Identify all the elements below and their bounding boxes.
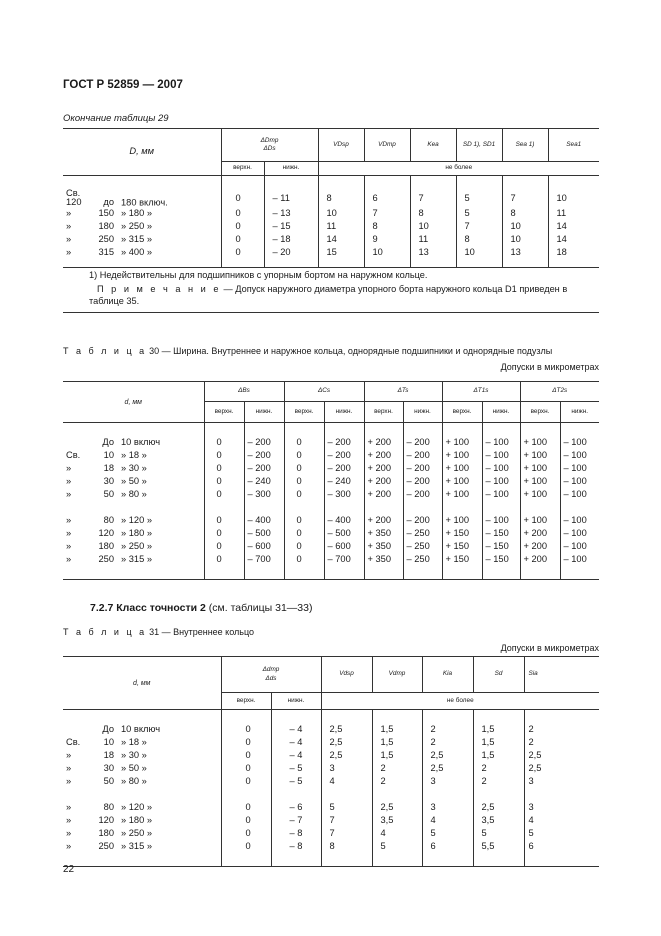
table-cell: 0 <box>221 736 271 749</box>
table-cell: 3 <box>528 801 534 812</box>
table-cell: + 200 <box>364 436 403 449</box>
table-cell: – 150 <box>482 553 520 566</box>
table-31-units: Допуски в микрометрах <box>500 643 599 653</box>
table-cell: 14 <box>556 221 567 232</box>
table-cell: – 100 <box>482 514 520 527</box>
table-cell: 4 <box>528 814 534 825</box>
col-header-not-more: не более <box>321 693 599 710</box>
table-cell: 0 <box>221 234 264 247</box>
table-cell: 15 <box>318 247 364 260</box>
table-cell: + 350 <box>364 553 403 566</box>
table-cell: 2 <box>528 736 534 747</box>
table-cell: – 8 <box>271 827 321 840</box>
table-cell: 0 <box>284 488 324 501</box>
table-row <box>63 540 599 553</box>
row-size-range: » 30 » 50 » <box>63 762 221 775</box>
table-cell: – 8 <box>271 840 321 853</box>
table-cell: – 4 <box>271 723 321 736</box>
table-cell: 0 <box>204 527 244 540</box>
table-cell: 10 <box>556 192 567 203</box>
table-row <box>63 488 599 501</box>
table-cell: 5 <box>422 827 473 840</box>
table-row <box>63 247 599 260</box>
col-header-d: D, мм <box>63 129 221 176</box>
table-cell: 14 <box>318 234 364 247</box>
table-cell: – 100 <box>563 540 587 551</box>
col-header-upper: верхн. <box>520 402 560 423</box>
table-cell: 2,5 <box>528 749 542 760</box>
table-cell: + 100 <box>520 475 560 488</box>
row-size-range: » 30 » 50 » <box>63 475 204 488</box>
table-cell: + 150 <box>442 527 482 540</box>
footnote: 1) Недействительны для подшипников с упорным бортом на наружном кольце. <box>63 268 599 284</box>
table-cell: 9 <box>364 234 410 247</box>
table-row <box>63 527 599 540</box>
table-cell: 6 <box>364 189 410 208</box>
row-size-range: » 180 » 250 » <box>63 540 204 553</box>
table-row <box>63 801 599 814</box>
row-size-range: » 250 » 315 » <box>63 553 204 566</box>
table-cell: 11 <box>410 234 456 247</box>
table-row <box>63 762 599 775</box>
table-cell: – 4 <box>271 736 321 749</box>
table-cell: 7 <box>321 814 372 827</box>
table-cell: 2,5 <box>372 801 422 814</box>
row-size-range: » 120 » 180 » <box>63 814 221 827</box>
table-cell: 10 <box>364 247 410 260</box>
table-cell: – 100 <box>563 488 587 499</box>
table-cell: – 250 <box>403 553 442 566</box>
table-cell: 4 <box>321 775 372 788</box>
table-cell: + 200 <box>520 527 560 540</box>
table-cell: 5 <box>473 827 524 840</box>
table-cell: + 100 <box>442 514 482 527</box>
table-cell: 0 <box>284 527 324 540</box>
table-cell: – 150 <box>482 527 520 540</box>
table-cell: 0 <box>221 723 271 736</box>
row-size-range: » 250 » 315 » <box>63 840 221 853</box>
col-header-upper: верхн. <box>221 693 271 710</box>
table-cell: + 100 <box>520 436 560 449</box>
row-size-range: » 18 » 30 » <box>63 462 204 475</box>
table-cell: – 100 <box>482 462 520 475</box>
table-cell: 0 <box>221 840 271 853</box>
table-cell: 10 <box>502 234 548 247</box>
table-cell: + 350 <box>364 527 403 540</box>
table-cell: – 6 <box>271 801 321 814</box>
table-30 <box>63 381 599 580</box>
table-row <box>63 514 599 527</box>
table-row <box>63 553 599 566</box>
table-cell: + 200 <box>364 449 403 462</box>
standard-header: ГОСТ Р 52859 — 2007 <box>63 79 183 91</box>
table-cell: + 100 <box>520 488 560 501</box>
table-cell: 2,5 <box>528 762 542 773</box>
col-header-lower: нижн. <box>403 402 442 423</box>
table-cell: – 700 <box>324 553 364 566</box>
table-cell: 1,5 <box>372 749 422 762</box>
table-cell: – 100 <box>563 514 587 525</box>
table-cell: – 100 <box>563 553 587 564</box>
table-cell: 3 <box>528 775 534 786</box>
col-header-sea: Sea 1) <box>502 129 548 162</box>
row-size-range: » 80 » 120 » <box>63 514 204 527</box>
table-cell: – 200 <box>244 436 284 449</box>
table-cell: 7 <box>410 189 456 208</box>
table-cell: – 200 <box>403 488 442 501</box>
table-cell: 0 <box>284 475 324 488</box>
col-header-vdsp: VDsp <box>318 129 364 162</box>
col-header-upper: верхн. <box>442 402 482 423</box>
table-cell: – 11 <box>264 189 318 208</box>
col-header-lower: нижн. <box>482 402 520 423</box>
col-header-vdsp: Vdsp <box>321 657 372 693</box>
row-size-range: » 150 » 180 » <box>63 208 221 221</box>
table-cell: – 100 <box>563 436 587 447</box>
row-size-range: Св. 10 » 18 » <box>63 449 204 462</box>
table-cell: + 100 <box>520 449 560 462</box>
table-cell: – 400 <box>324 514 364 527</box>
table-cell: – 500 <box>244 527 284 540</box>
col-header-kea: Kea <box>410 129 456 162</box>
table-cell: 8 <box>318 189 364 208</box>
table-29 <box>63 128 599 313</box>
table-cell: 2,5 <box>422 749 473 762</box>
table-cell: 0 <box>221 208 264 221</box>
col-header-sia: Sia <box>524 657 599 693</box>
table-cell: + 100 <box>520 514 560 527</box>
col-header-t1s: ΔT1s <box>442 382 520 402</box>
table-cell: – 100 <box>482 488 520 501</box>
table-row <box>63 234 599 247</box>
table-cell: 0 <box>204 540 244 553</box>
table-cell: – 200 <box>403 475 442 488</box>
col-header-upper: верхн. <box>364 402 403 423</box>
table-cell: 0 <box>204 514 244 527</box>
table-cell: – 200 <box>324 462 364 475</box>
table-cell: + 100 <box>442 449 482 462</box>
table-cell: – 13 <box>264 208 318 221</box>
table-cell: 8 <box>410 208 456 221</box>
table-cell: 1,5 <box>372 736 422 749</box>
table-cell: 0 <box>221 762 271 775</box>
table-cell: – 100 <box>563 449 587 460</box>
table-cell: – 5 <box>271 775 321 788</box>
table-cell: 0 <box>204 553 244 566</box>
table-cell: 8 <box>502 208 548 221</box>
col-header-upper: верхн. <box>204 402 244 423</box>
table-cell: 10 <box>456 247 502 260</box>
table-cell: 0 <box>204 488 244 501</box>
table-cell: 18 <box>556 247 567 258</box>
table-cell: + 200 <box>364 462 403 475</box>
table-cell: – 600 <box>324 540 364 553</box>
table-cell: 3 <box>422 801 473 814</box>
table-cell: – 200 <box>244 462 284 475</box>
note: П р и м е ч а н и е — Допуск наружного диаметра упорного борта наружного кольца D1 приведен в <box>97 284 568 295</box>
table-cell: 13 <box>502 247 548 260</box>
table-cell: 7 <box>502 189 548 208</box>
table-cell: 2 <box>372 775 422 788</box>
table-cell: 2 <box>422 736 473 749</box>
table-cell: 0 <box>284 514 324 527</box>
table-cell: – 250 <box>403 527 442 540</box>
table-cell: – 200 <box>244 449 284 462</box>
table-cell: – 18 <box>264 234 318 247</box>
table-cell: 2,5 <box>321 736 372 749</box>
table-cell: – 200 <box>324 436 364 449</box>
col-header-sea1: Sea1 <box>548 129 599 162</box>
table-row <box>63 436 599 449</box>
col-header-vdmp: VDmp <box>364 129 410 162</box>
col-header-vdmp: Vdmp <box>372 657 422 693</box>
table-cell: 6 <box>528 840 534 851</box>
table-cell: – 300 <box>324 488 364 501</box>
table-cell: 0 <box>221 189 264 208</box>
table-cell: 5 <box>456 208 502 221</box>
table-cell: 5 <box>321 801 372 814</box>
table-cell: 8 <box>364 221 410 234</box>
col-header-lower: нижн. <box>560 402 599 423</box>
table-cell: 2 <box>422 723 473 736</box>
table-cell: – 100 <box>563 475 587 486</box>
table-cell: – 200 <box>403 514 442 527</box>
table-cell: – 100 <box>563 527 587 538</box>
table-row <box>63 814 599 827</box>
table-cell: – 200 <box>403 436 442 449</box>
table-cell: 0 <box>221 749 271 762</box>
table-cell: + 100 <box>520 462 560 475</box>
table-cell: 2 <box>372 762 422 775</box>
row-size-range: » 50 » 80 » <box>63 488 204 501</box>
table-row <box>63 736 599 749</box>
table-cell: – 250 <box>403 540 442 553</box>
table-cell: 4 <box>422 814 473 827</box>
table-cell: 0 <box>221 221 264 234</box>
table-cell: – 4 <box>271 749 321 762</box>
table-row <box>63 840 599 853</box>
table-cell: 0 <box>284 436 324 449</box>
table-cell: + 150 <box>442 540 482 553</box>
table-cell: 0 <box>221 814 271 827</box>
table-cell: 0 <box>284 553 324 566</box>
table-cell: + 150 <box>442 553 482 566</box>
table-cell: 2,5 <box>321 749 372 762</box>
table-cell: 4 <box>372 827 422 840</box>
table-cell: 5,5 <box>473 840 524 853</box>
table-cell: 2 <box>473 775 524 788</box>
col-header-sd: Sd <box>473 657 524 693</box>
table-cell: + 100 <box>442 462 482 475</box>
row-size-range: Св. 120 до 180 включ. <box>63 189 221 208</box>
col-header-d: d, мм <box>63 657 221 710</box>
col-header-ts: ΔTs <box>364 382 442 402</box>
row-size-range: Св. 10 » 18 » <box>63 736 221 749</box>
table-row <box>63 462 599 475</box>
table-cell: – 240 <box>244 475 284 488</box>
table-cell: + 100 <box>442 436 482 449</box>
row-size-range: » 50 » 80 » <box>63 775 221 788</box>
table-cell: 6 <box>422 840 473 853</box>
table-cell: + 200 <box>520 553 560 566</box>
table-cell: 8 <box>321 840 372 853</box>
table-row <box>63 208 599 221</box>
table-cell: – 300 <box>244 488 284 501</box>
table-cell: 3 <box>422 775 473 788</box>
table-cell: 0 <box>204 462 244 475</box>
table-cell: – 200 <box>403 462 442 475</box>
col-header-delta: ΔDmp ΔDs <box>221 129 318 162</box>
col-header-delta: Δdmp Δds <box>221 657 321 693</box>
table-cell: – 20 <box>264 247 318 260</box>
row-size-range: » 80 » 120 » <box>63 801 221 814</box>
table-cell: 10 <box>410 221 456 234</box>
table-row <box>63 749 599 762</box>
table-cell: 14 <box>556 234 567 245</box>
table-cell: + 200 <box>364 475 403 488</box>
table-cell: 0 <box>284 462 324 475</box>
table-cell: – 200 <box>403 449 442 462</box>
table-cell: 7 <box>364 208 410 221</box>
col-header-kia: Kia <box>422 657 473 693</box>
row-size-range: » 250 » 315 » <box>63 234 221 247</box>
table-cell: + 100 <box>442 475 482 488</box>
table-cell: 3,5 <box>372 814 422 827</box>
table-cell: 0 <box>221 247 264 260</box>
table-cell: – 100 <box>482 475 520 488</box>
table-31 <box>63 656 599 867</box>
table-row <box>63 723 599 736</box>
table-cell: – 400 <box>244 514 284 527</box>
table-cell: 0 <box>284 540 324 553</box>
table-cell: 1,5 <box>473 736 524 749</box>
table-cell: 5 <box>528 827 534 838</box>
table-cell: 7 <box>456 221 502 234</box>
table-row <box>63 189 599 208</box>
col-header-sd: SD 1), SD1 <box>456 129 502 162</box>
col-header-d: d, мм <box>63 382 204 423</box>
table-cell: 2,5 <box>473 801 524 814</box>
col-header-not-more: не более <box>318 162 599 176</box>
table-cell: 0 <box>204 436 244 449</box>
section-heading: 7.2.7 Класс точности 2 (см. таблицы 31—33) <box>90 602 313 614</box>
table-cell: + 100 <box>442 488 482 501</box>
table-cell: – 7 <box>271 814 321 827</box>
table-cell: – 500 <box>324 527 364 540</box>
table-cell: – 100 <box>482 449 520 462</box>
table-30-units: Допуски в микрометрах <box>500 362 599 372</box>
table-cell: 5 <box>456 189 502 208</box>
table-row <box>63 221 599 234</box>
table-cell: 0 <box>221 801 271 814</box>
row-size-range: » 180 » 250 » <box>63 221 221 234</box>
col-header-upper: верхн. <box>284 402 324 423</box>
table-29-continuation: Окончание таблицы 29 <box>63 113 169 124</box>
row-size-range: » 120 » 180 » <box>63 527 204 540</box>
table-cell: – 240 <box>324 475 364 488</box>
table-cell: – 100 <box>563 462 587 473</box>
table-cell: 0 <box>284 449 324 462</box>
col-header-lower: нижн. <box>244 402 284 423</box>
table-cell: 2 <box>473 762 524 775</box>
col-header-bs: ΔBs <box>204 382 284 402</box>
table-row <box>63 449 599 462</box>
table-row <box>63 827 599 840</box>
table-cell: – 150 <box>482 540 520 553</box>
table-cell: 5 <box>372 840 422 853</box>
table-cell: – 100 <box>482 436 520 449</box>
table-cell: – 15 <box>264 221 318 234</box>
table-cell: 3,5 <box>473 814 524 827</box>
table-cell: – 5 <box>271 762 321 775</box>
table-row <box>63 775 599 788</box>
col-header-lower: нижн. <box>264 162 318 176</box>
table-cell: + 350 <box>364 540 403 553</box>
col-header-t2s: ΔT2s <box>520 382 599 402</box>
table-cell: 1,5 <box>473 749 524 762</box>
table-cell: 2,5 <box>422 762 473 775</box>
row-size-range: До 10 включ <box>63 436 204 449</box>
table-cell: 0 <box>221 775 271 788</box>
row-size-range: » 315 » 400 » <box>63 247 221 260</box>
table-cell: 10 <box>502 221 548 234</box>
table-31-caption: Т а б л и ц а 31 — Внутреннее кольцо <box>63 627 255 637</box>
page-number: 22 <box>63 864 75 875</box>
note-continued: таблице 35. <box>63 297 599 313</box>
table-cell: 0 <box>204 475 244 488</box>
table-cell: 3 <box>321 762 372 775</box>
row-size-range: » 18 » 30 » <box>63 749 221 762</box>
table-cell: 1,5 <box>372 723 422 736</box>
table-row <box>63 475 599 488</box>
table-cell: + 200 <box>364 514 403 527</box>
col-header-cs: ΔCs <box>284 382 364 402</box>
table-cell: 7 <box>321 827 372 840</box>
table-cell: – 700 <box>244 553 284 566</box>
table-cell: – 200 <box>324 449 364 462</box>
table-cell: 11 <box>556 208 567 219</box>
table-cell: 1,5 <box>473 723 524 736</box>
table-cell: + 200 <box>520 540 560 553</box>
col-header-lower: нижн. <box>271 693 321 710</box>
table-cell: 10 <box>318 208 364 221</box>
table-cell: 13 <box>410 247 456 260</box>
table-cell: 2,5 <box>321 723 372 736</box>
col-header-lower: нижн. <box>324 402 364 423</box>
table-30-caption: Т а б л и ц а 30 — Ширина. Внутреннее и наружное кольца, однорядные подшипники и однорядные подузлы <box>63 346 553 356</box>
table-cell: 11 <box>318 221 364 234</box>
table-cell: 0 <box>204 449 244 462</box>
table-cell: 8 <box>456 234 502 247</box>
row-size-range: До 10 включ <box>63 723 221 736</box>
row-size-range: » 180 » 250 » <box>63 827 221 840</box>
table-cell: – 600 <box>244 540 284 553</box>
table-cell: + 200 <box>364 488 403 501</box>
col-header-upper: верхн. <box>221 162 264 176</box>
table-cell: 2 <box>528 723 534 734</box>
table-cell: 0 <box>221 827 271 840</box>
